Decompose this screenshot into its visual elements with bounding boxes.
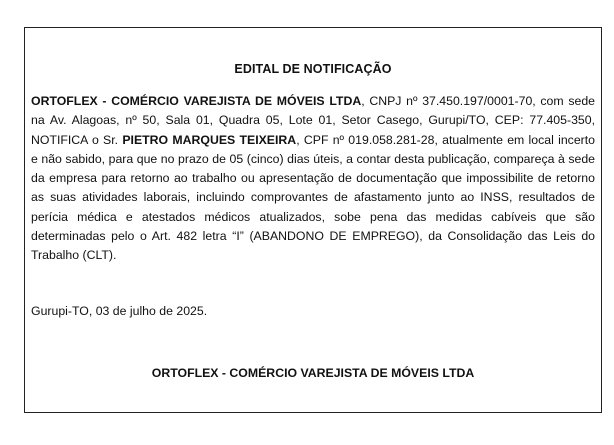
- company-name: ORTOFLEX - COMÉRCIO VAREJISTA DE MÓVEIS LTDA: [31, 94, 362, 108]
- employee-name: PIETRO MARQUES TEIXEIRA: [122, 132, 297, 147]
- notice-body: [31, 92, 595, 266]
- date-line: Gurupi-TO, 03 de julho de 2025.: [31, 304, 208, 318]
- signature-company: ORTOFLEX - COMÉRCIO VAREJISTA DE MÓVEIS LTDA: [151, 366, 475, 380]
- notice-text-part-2: , CPF nº 019.058.281-28, atualmente em local incerto e não sabido, para que no prazo de 05 (cinco) dias úteis, a contar desta publicação, compareça à sede da empresa para retorno ao trabalho ou apresentação de documentação que impossibilite de retorno as suas atividades laborais, incluindo comprovantes de afastamento junto ao INSS, resultados de perícia médica e atestados médicos atualizados, sobe pena das medidas cabíveis que são determinadas pelo o Art. 482 letra “I” (ABANDONO DE EMPREGO), da Consolidação das Leis do Trabalho (CLT).: [31, 132, 596, 263]
- notice-frame: [24, 27, 602, 413]
- notice-title: EDITAL DE NOTIFICAÇÃO: [234, 62, 392, 76]
- notice-text-part-1: , CNPJ nº 37.450.197/0001-70, com sede na Av. Alagoas, nº 50, Sala 01, Quadra 05, Lote 01, Setor Casego, Gurupi/TO, CEP: 77.405-350, NOTIFICA o Sr.: [31, 94, 596, 147]
